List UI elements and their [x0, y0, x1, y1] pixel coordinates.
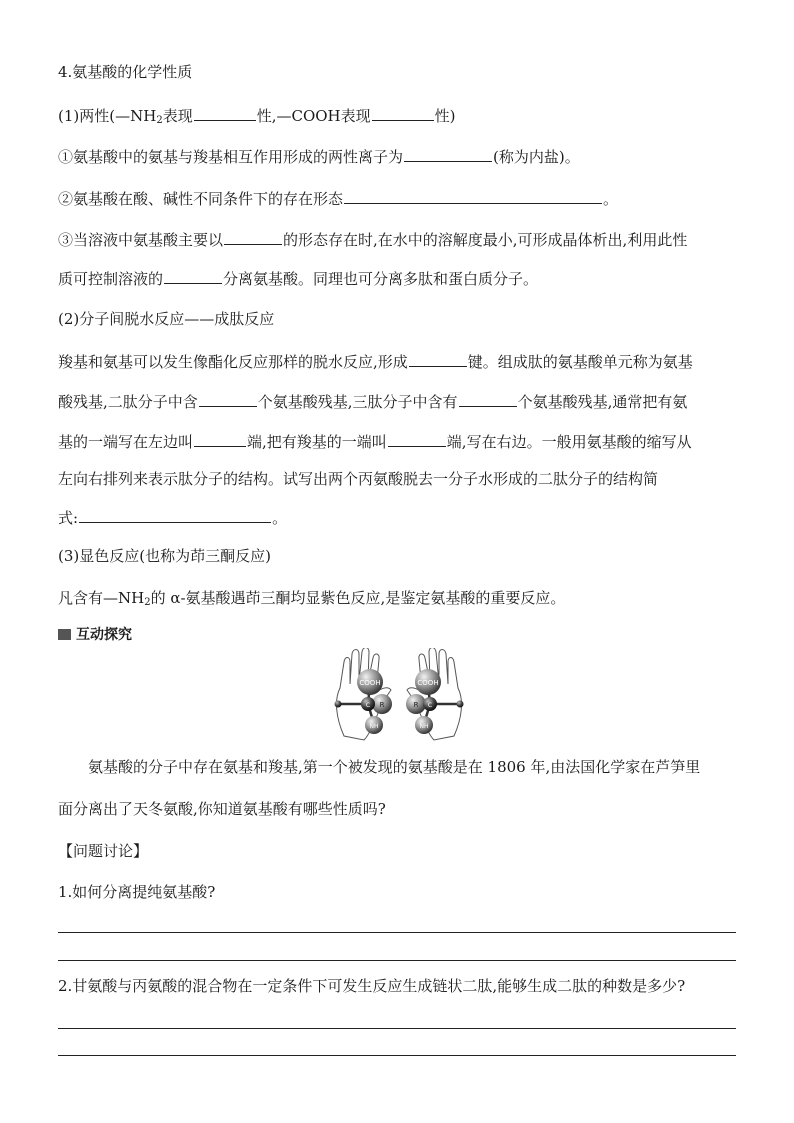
amphoteric-line [58, 105, 455, 126]
answer-blank[interactable] [79, 507, 271, 523]
text: (称为内盐)。 [493, 148, 580, 166]
answer-blank[interactable] [372, 105, 434, 121]
text: ③当溶液中氨基酸主要以 [58, 231, 224, 249]
text: 端,把有羧基的一端叫 [247, 433, 387, 451]
answer-line[interactable] [58, 1028, 736, 1029]
answer-blank[interactable] [459, 391, 517, 407]
answer-blank[interactable] [164, 268, 222, 284]
peptide-line-4: 左向右排列来表示肽分子的结构。试写出两个丙氨酸脱去一分子水形成的二肽分子的结构简 [58, 470, 659, 488]
heading-marker-icon [58, 629, 71, 640]
answer-blank[interactable] [388, 431, 446, 447]
answer-line[interactable] [58, 1055, 736, 1056]
text: 凡含有—NH [58, 589, 145, 607]
section-2-title: (2)分子间脱水反应——成肽反应 [58, 310, 275, 328]
section-title: 4.氨基酸的化学性质 [58, 63, 193, 81]
peptide-line-1 [58, 351, 693, 372]
left-cooh-label: COOH [359, 679, 381, 687]
left-r-label: R [379, 701, 385, 709]
peptide-line-3 [58, 431, 692, 452]
heading-text: 互动探究 [76, 627, 132, 643]
text: 键。组成肽的氨基酸单元称为氨基 [467, 353, 693, 371]
answer-blank[interactable] [344, 188, 602, 204]
text: (1)两性(—NH [58, 107, 157, 125]
answer-blank[interactable] [409, 351, 467, 367]
color-reaction-line [58, 588, 565, 608]
subscript: 2 [156, 115, 163, 126]
right-r-label: R [413, 701, 419, 709]
text: 式: [58, 509, 79, 527]
text: 性,—COOH表现 [256, 107, 371, 125]
text: 的 α-氨基酸遇茚三酮均显紫色反应,是鉴定氨基酸的重要反应。 [150, 589, 566, 607]
text: 。 [603, 190, 619, 208]
intro-line-2: 面分离出了天冬氨酸,你知道氨基酸有哪些性质吗? [58, 800, 386, 818]
answer-blank[interactable] [404, 146, 492, 162]
left-c-label: C [365, 702, 371, 709]
chirality-hands-figure [330, 648, 468, 742]
text: 分离氨基酸。同理也可分离多肽和蛋白质分子。 [223, 270, 539, 288]
text: ②氨基酸在酸、碱性不同条件下的存在形态 [58, 190, 344, 208]
text: 羧基和氨基可以发生像酯化反应那样的脱水反应,形成 [58, 353, 408, 371]
question-2: 2.甘氨酸与丙氨酸的混合物在一定条件下可发生反应生成链状二肽,能够生成二肽的种数是多少? [58, 977, 686, 995]
item-3-line-1 [58, 229, 687, 250]
text: 表现 [162, 107, 193, 125]
subscript: 2 [144, 597, 151, 608]
text: 的形态存在时,在水中的溶解度最小,可形成晶体析出,利用此性 [283, 231, 688, 249]
right-cooh-label: COOH [417, 679, 439, 687]
left-nh2-label: NH [369, 723, 379, 730]
answer-blank[interactable] [194, 105, 256, 121]
text: 端,写在右边。一般用氨基酸的缩写从 [446, 433, 692, 451]
left-molecule [335, 669, 393, 734]
item-3-line-2 [58, 268, 538, 289]
text: 个氨基酸残基,三肽分子中含有 [257, 393, 458, 411]
answer-line[interactable] [58, 932, 736, 933]
answer-line[interactable] [58, 960, 736, 961]
discussion-heading: 【问题讨论】 [58, 842, 149, 860]
text: 性) [434, 107, 456, 125]
peptide-line-2 [58, 391, 687, 412]
section-3-title: (3)显色反应(也称为茚三酮反应) [58, 547, 271, 565]
answer-blank[interactable] [224, 229, 282, 245]
item-2 [58, 188, 618, 209]
peptide-line-5 [58, 507, 287, 528]
question-1: 1.如何分离提纯氨基酸? [58, 883, 216, 901]
answer-blank[interactable] [194, 431, 246, 447]
explore-heading [58, 626, 132, 644]
right-nh2-label: NH [419, 723, 429, 730]
text: 基的一端写在左边叫 [58, 433, 194, 451]
answer-blank[interactable] [199, 391, 257, 407]
text: 个氨基酸残基,通常把有氨 [517, 393, 688, 411]
right-c-label: C [427, 702, 433, 709]
text: ①氨基酸中的氨基与羧基相互作用形成的两性离子为 [58, 148, 404, 166]
item-1 [58, 146, 580, 167]
intro-line-1: 氨基酸的分子中存在氨基和羧基,第一个被发现的氨基酸是在 1806 年,由法国化学家在芦笋里 [88, 758, 701, 776]
text: 质可控制溶液的 [58, 270, 164, 288]
text: 酸残基,二肽分子中含 [58, 393, 198, 411]
right-molecule [406, 669, 464, 734]
text: 。 [272, 509, 288, 527]
